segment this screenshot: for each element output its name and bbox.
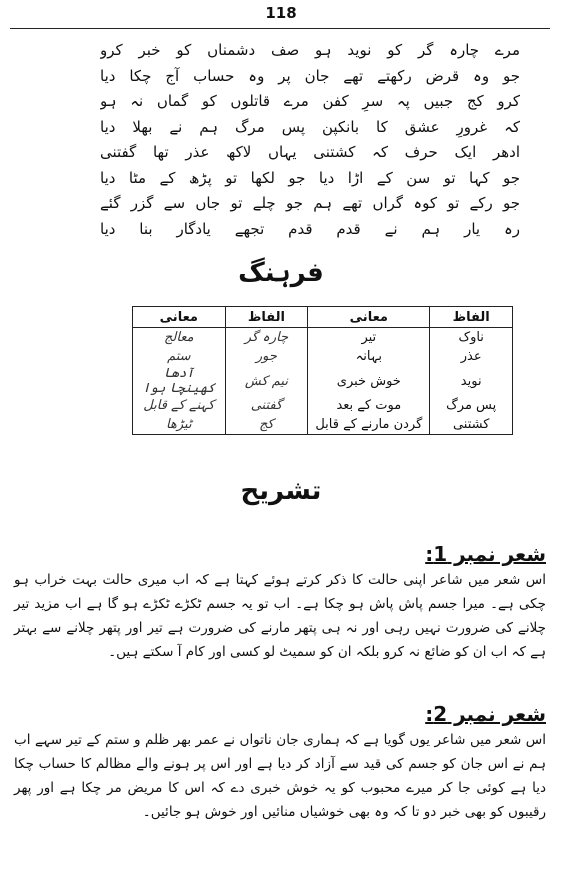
glossary-meaning: آدھا کھینچا ہوا [133,366,226,396]
glossary-heading: فرہنگ [238,258,324,288]
section-title: شعر نمبر 1: [425,542,546,566]
glossary-header-word: الفاظ [430,307,513,328]
glossary-word: گفتنی [225,396,308,415]
verse-explanation-1 [14,540,546,664]
section-body [14,728,546,824]
glossary-meaning: معالج [133,328,226,348]
poem-line: کہ غرورِ عشق کا بانکپن پس مرگ ہم نے بھلا دیا [100,117,520,136]
poem-line: مرے چارہ گر کو نوید ہو صف دشمناں کو خبر کرو [100,41,520,59]
glossary-header-row [133,307,513,328]
glossary-row [133,396,513,415]
glossary-table [132,306,513,435]
poem-line: جو وہ قرض رکھتے تھے جان پر وہ حساب آج چکا دیا [100,66,520,85]
glossary-word: ناوک [430,328,513,348]
glossary-word: پس مرگ [430,396,513,415]
poem-line: کرو کج جبیں پہ سرِ کفن مرے قاتلوں کو گماں نہ ہو [100,92,520,110]
section-title: شعر نمبر 2: [425,702,546,726]
glossary-header-word: الفاظ [225,307,308,328]
page-number: 118 [265,4,297,22]
glossary-meaning: بہانہ [308,347,430,366]
glossary-row [133,347,513,366]
glossary-meaning: کہنے کے قابل [133,396,226,415]
glossary-meaning: ٹیڑھا [133,415,226,435]
glossary-row [133,366,513,396]
section-paragraph: اس شعر میں شاعر یوں گویا ہے کہ ہماری جان ناتواں نے عمر بھر ظلم و ستم کے تیر سہے اب ہم نے اس جان کو جسم کی قید سے آزاد کر دیا ہے اور اس پر ہونے والے مظالم کا حساب چکا دیا ہے کوئی جا کر میرے محبوب کو یہ خوش خبری دے کہ اس کا مریض مر چکا ہے اور پھر رقیبوں کو بھی خبر دو تا کہ وہ بھی خوشیاں منائیں اور خوش ہو جائیں۔ [14,732,546,820]
poem-line: رہ یار ہم نے قدم قدم تجھے یادگار بنا دیا [100,219,520,238]
verse-explanation-2 [14,700,546,824]
section-body [14,568,546,664]
glossary-meaning: ستم [133,347,226,366]
glossary-word: نیم کش [225,366,308,396]
glossary-meaning: گردن مارنے کے قابل [308,415,430,435]
header-rule [10,28,550,29]
section-paragraph: اس شعر میں شاعر اپنی حالت کا ذکر کرتے ہوئے کہتا ہے کہ اب میری حالت بہت خراب ہو چکی ہے۔ میرا جسم پاش پاش ہو چکا ہے۔ اب تو یہ جسم ٹکڑے ٹکڑے ہو گا ہے اب مزید تیر چلانے کی ضرورت نہیں رہی اور نہ ہی پتھر مارنے کی ضرورت ہے تیر اور پتھر چلانے سے بہتر ہے کہ اب ان کو ضائع نہ کرو بلکہ ان کو سمیٹ لو کسی اور کام آ سکتے ہیں۔ [14,572,546,660]
glossary-header-meaning: معانی [133,307,226,328]
poem [100,38,520,242]
glossary-meaning: تیر [308,328,430,348]
poem-line: ادھر ایک حرف کہ کشتنی یہاں لاکھ عذر تھا گفتنی [100,143,520,161]
glossary-word: کشتنی [430,415,513,435]
glossary-word: جور [225,347,308,366]
poem-line: جو کہا تو سن کے اڑا دیا جو لکھا تو پڑھ کے مٹا دیا [100,168,520,187]
glossary-word: کج [225,415,308,435]
glossary-word: چارہ گر [225,328,308,348]
glossary-row [133,415,513,435]
poem-line: جو رکے تو کوہ گراں تھے ہم جو چلے تو جاں سے گزر گئے [100,194,520,212]
glossary-word: نوید [430,366,513,396]
glossary-header-meaning: معانی [308,307,430,328]
glossary-meaning: خوش خبری [308,366,430,396]
glossary-word: عذر [430,347,513,366]
glossary-row [133,328,513,348]
glossary-meaning: موت کے بعد [308,396,430,415]
explanation-heading: تشریح [240,476,322,506]
